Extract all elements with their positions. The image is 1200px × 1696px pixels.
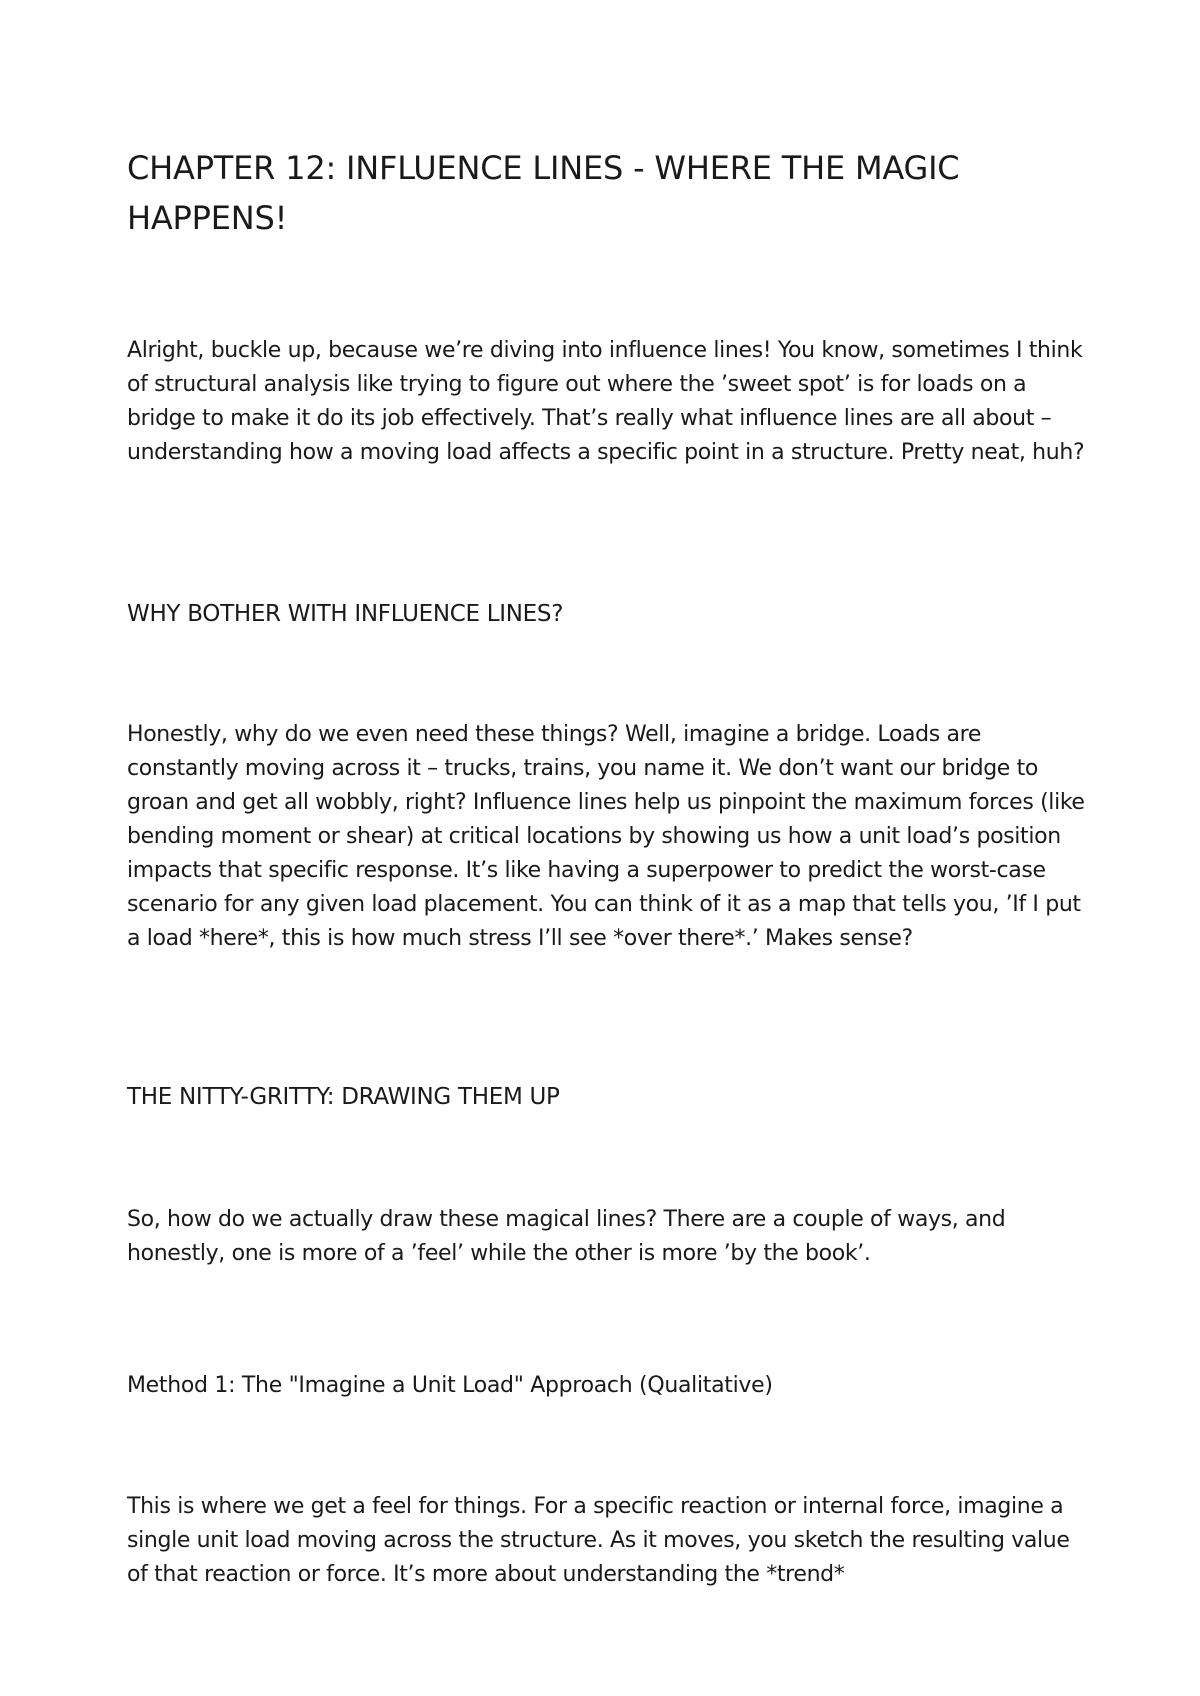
subsection-heading-method1: Method 1: The "Imagine a Unit Load" Approach (Qualitative) (127, 1373, 773, 1398)
section-heading-why: WHY BOTHER WITH INFLUENCE LINES? (127, 601, 564, 627)
section-heading-nitty-gritty: THE NITTY-GRITTY: DRAWING THEM UP (127, 1084, 560, 1110)
chapter-title: CHAPTER 12: INFLUENCE LINES - WHERE THE MAGIC HAPPENS! (127, 149, 960, 237)
section-paragraph-nitty-gritty: So, how do we actually draw these magical lines? There are a couple of ways, and honestly, one is more of a ’feel’ while the other is more ’by the book’. (127, 1207, 1006, 1266)
intro-paragraph: Alright, buckle up, because we’re diving into influence lines! You know, sometimes I think of structural analysis like trying to figure out where the ’sweet spot’ is for loads on a bridge to make it do its job effectively. That’s really what influence lines are all about – understanding how a moving load affects a specific point in a structure. Pretty neat, huh? (127, 338, 1085, 465)
subsection-paragraph-method1: This is where we get a feel for things. For a specific reaction or internal force, imagine a single unit load moving across the structure. As it moves, you sketch the resulting value of that reaction or force. It’s more about understanding the *trend* (127, 1494, 1070, 1587)
section-paragraph-why: Honestly, why do we even need these things? Well, imagine a bridge. Loads are constantly moving across it – trucks, trains, you name it. We don’t want our bridge to groan and get all wobbly, right? Influence lines help us pinpoint the maximum forces (like bending moment or shear) at critical locations by showing us how a unit load’s position impacts that specific response. It’s like having a superpower to predict the worst-case scenario for any given load placement. You can think of it as a map that tells you, ’If I put a load *here*, this is how much stress I’ll see *over there*.’ Makes sense? (127, 722, 1085, 951)
